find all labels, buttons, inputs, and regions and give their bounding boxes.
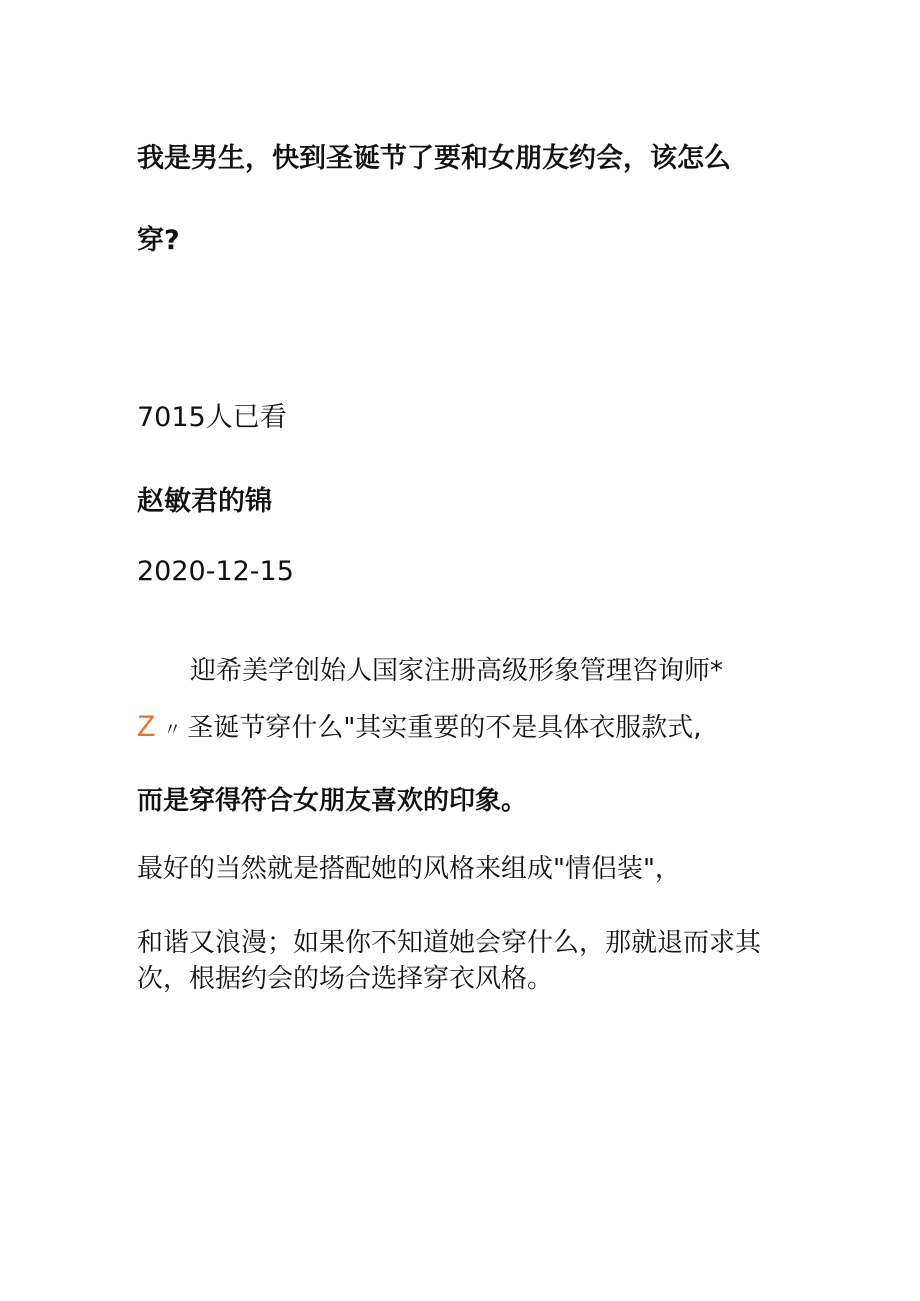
paragraph-2 <box>137 710 702 748</box>
article-title-line-2: 穿? <box>137 225 180 256</box>
article-title-line-1: 我是男生，快到圣诞节了要和女朋友约会，该怎么 <box>137 143 731 174</box>
paragraph-1: 迎希美学创始人国家注册高级形象管理咨询师* <box>190 656 724 686</box>
view-count: 7015人已看 <box>137 402 287 433</box>
publish-date: 2020-12-15 <box>137 556 294 587</box>
paragraph-4: 最好的当然就是搭配她的风格来组成"情侣装"， <box>137 854 681 884</box>
paragraph-5: 和谐又浪漫；如果你不知道她会穿什么，那就退而求其 <box>137 928 762 958</box>
quote-mark: 〃 <box>163 720 182 741</box>
paragraph-6: 次，根据约会的场合选择穿衣风格。 <box>137 964 554 994</box>
orange-z-marker: Z <box>137 710 156 743</box>
paragraph-2-text: 圣诞节穿什么"其实重要的不是具体衣服款式, <box>187 713 702 743</box>
author-name: 赵敏君的锦 <box>137 486 272 517</box>
paragraph-3-emphasis: 而是穿得符合女朋友喜欢的印象。 <box>137 786 528 816</box>
